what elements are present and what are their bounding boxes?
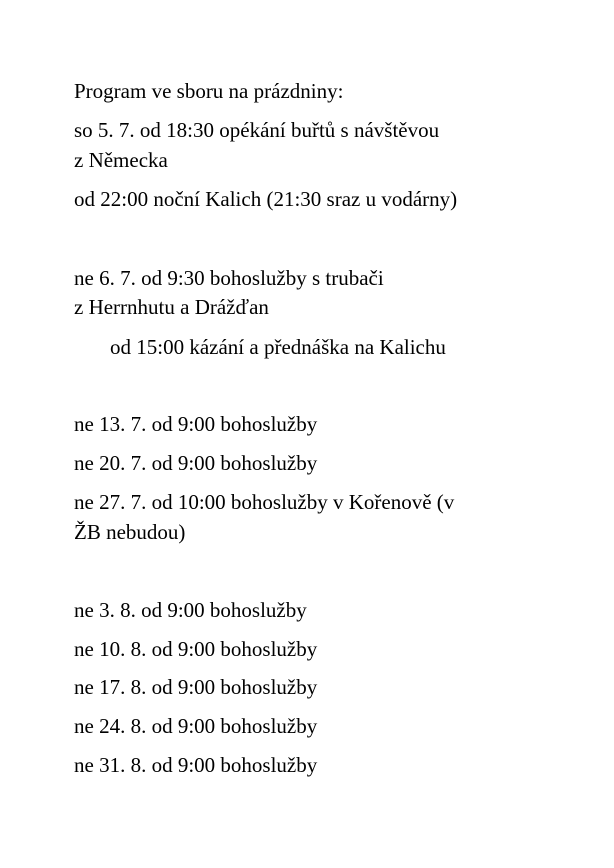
schedule-line: z Německa bbox=[74, 148, 168, 172]
schedule-line: ŽB nebudou) bbox=[74, 520, 186, 544]
schedule-line: ne 24. 8. od 9:00 bohoslužby bbox=[74, 714, 318, 738]
schedule-line: ne 3. 8. od 9:00 bohoslužby bbox=[74, 598, 307, 622]
schedule-line: ne 31. 8. od 9:00 bohoslužby bbox=[74, 753, 318, 777]
document-heading: Program ve sboru na prázdniny: bbox=[74, 79, 344, 103]
schedule-line: ne 17. 8. od 9:00 bohoslužby bbox=[74, 675, 318, 699]
schedule-line: so 5. 7. od 18:30 opékání buřtů s návštěvou bbox=[74, 118, 440, 142]
schedule-line: z Herrnhutu a Drážďan bbox=[74, 295, 269, 319]
schedule-line: ne 20. 7. od 9:00 bohoslužby bbox=[74, 451, 318, 475]
schedule-line: od 22:00 noční Kalich (21:30 sraz u vodárny) bbox=[74, 187, 458, 211]
schedule-line: ne 13. 7. od 9:00 bohoslužby bbox=[74, 412, 318, 436]
schedule-line: ne 6. 7. od 9:30 bohoslužby s trubači bbox=[74, 266, 384, 290]
schedule-line: od 15:00 kázání a přednáška na Kalichu bbox=[110, 335, 446, 359]
schedule-line: ne 10. 8. od 9:00 bohoslužby bbox=[74, 637, 318, 661]
schedule-line: ne 27. 7. od 10:00 bohoslužby v Kořenově (v bbox=[74, 490, 455, 514]
